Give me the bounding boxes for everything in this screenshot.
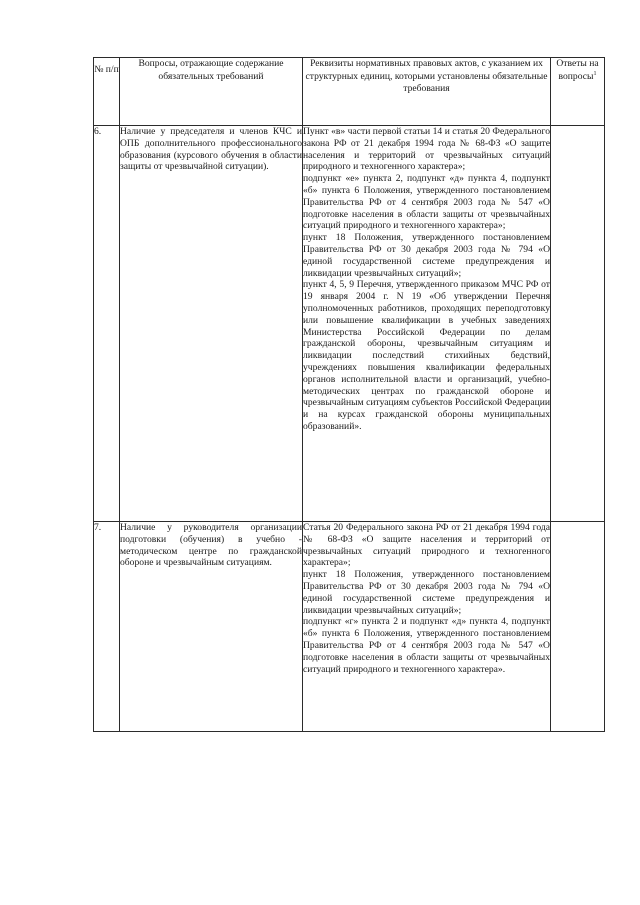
requisite-item: подпункт «е» пункта 2, подпункт «д» пункта 4, подпункт «б» пункта 6 Положения, утвержденного постановлением Правительства РФ от 4 сентября 2003 года № 547 «О подготовке населения в области защиты от чрезвычайных ситуаций природного и техногенного характера»;: [303, 173, 550, 232]
header-answers-label: Ответы на вопросы: [556, 58, 599, 82]
table-row: [94, 522, 605, 732]
requisite-item: подпункт «г» пункта 2 и подпункт «д» пункта 4, подпункт «б» пункта 6 Положения, утвержденного постановлением Правительства РФ от 4 сентября 2003 года № 547 «О подготовке населения в области защиты от чрезвычайных ситуаций природного и техногенного характера».: [303, 616, 550, 675]
row-question: Наличие у руководителя организации подготовки (обучения) в учебно - методическом центре по гражданской обороне и чрезвычайным ситуациям.: [120, 522, 303, 732]
row-question: Наличие у председателя и членов КЧС и ОПБ дополнительного профессионального образования (курсового обучения в области защиты от чрезвычайной ситуации).: [120, 126, 303, 522]
row-requisites: [303, 126, 551, 522]
header-question: Вопросы, отражающие содержание обязательных требований: [120, 58, 303, 126]
requisite-item: Пункт «в» части первой статьи 14 и статья 20 Федерального закона РФ от 21 декабря 1994 года № 68-ФЗ «О защите населения и территорий от чрезвычайных ситуаций природного и техногенного характера»;: [303, 126, 550, 173]
table-header-row: [94, 58, 605, 126]
row-answer[interactable]: [551, 522, 605, 732]
requisite-item: пункт 18 Положения, утвержденного постановлением Правительства РФ от 30 декабря 2003 года № 794 «О единой государственной системе предупреждения и ликвидации чрезвычайных ситуаций»;: [303, 569, 550, 616]
footnote-marker: 1: [593, 70, 597, 77]
requisite-item: пункт 4, 5, 9 Перечня, утвержденного приказом МЧС РФ от 19 января 2004 г. N 19 «Об утверждении Перечня уполномоченных работников, проходящих переподготовку или повышение квалификации в учебных заведениях Министерства Российской Федерации по делам гражданской обороны, чрезвычайным ситуациям и ликвидации последствий стихийных бедствий, учреждениях повышения квалификации федеральных органов исполнительной власти и организаций, учебно-методических центрах по гражданской обороне и чрезвычайным ситуациям субъектов Российской Федерации и на курсах гражданской обороны муниципальных образований».: [303, 279, 550, 432]
header-answers: [551, 58, 605, 126]
header-number: № п/п: [94, 58, 120, 126]
requisite-item: пункт 18 Положения, утвержденного постановлением Правительства РФ от 30 декабря 2003 года № 794 «О единой государственной системе предупреждения и ликвидации чрезвычайных ситуаций»;: [303, 232, 550, 279]
header-requisites: Реквизиты нормативных правовых актов, с указанием их структурных единиц, которыми установлены обязательные требования: [303, 58, 551, 126]
row-requisites: [303, 522, 551, 732]
table-row: [94, 126, 605, 522]
requisite-item: Статья 20 Федерального закона РФ от 21 декабря 1994 года № 68-ФЗ «О защите населения и территорий от чрезвычайных ситуаций природного и техногенного характера»;: [303, 522, 550, 569]
requirements-table: [93, 57, 605, 732]
row-number: 7.: [94, 522, 120, 732]
row-number: 6.: [94, 126, 120, 522]
row-answer[interactable]: [551, 126, 605, 522]
